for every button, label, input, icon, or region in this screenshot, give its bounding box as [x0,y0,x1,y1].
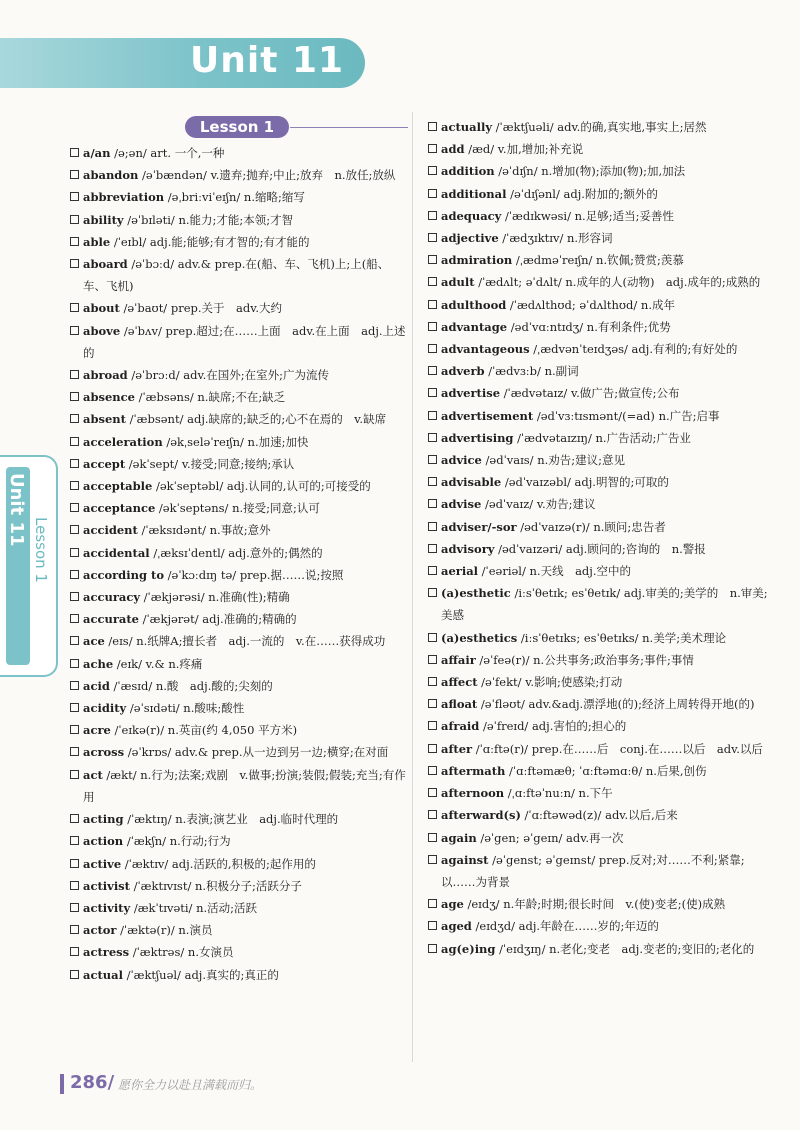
vocab-definition: /eɪdʒ/ n.年龄;时期;很长时间 v.(使)变老;(使)成熟 [463,897,726,912]
checkbox-icon[interactable] [428,566,437,575]
vocab-entry [70,853,406,875]
side-tab-unit [6,467,30,665]
vocab-entry [70,830,406,852]
vocab-word: adjective [441,231,499,246]
vocab-word: advise [441,497,482,512]
vocab-word: aged [441,919,472,934]
vocab-definition: /ədˈvɜːtɪsmənt/(=ad) n.广告;启事 [533,408,720,423]
vocab-word: accuracy [83,590,141,605]
vocab-entry [70,320,406,364]
vocab-definition: /ækt/ n.行为;法案;戏剧 v.做事;扮演;装假;假装;充当;有作用 [83,767,406,804]
vocab-entry [428,649,770,671]
vocab-word: advisory [441,541,495,556]
vocab-entry [70,297,406,319]
vocab-entry [428,938,770,960]
vocab-word: advantage [441,319,508,334]
vocab-definition: /eɪk/ v.& n.疼痛 [113,656,203,671]
vocab-definition: /ˈædʌlthʊd; əˈdʌlthʊd/ n.成年 [506,297,675,312]
vocab-definition: /ˈɑːftəmæθ; ˈɑːftəmɑːθ/ n.后果,创伤 [505,763,707,778]
vocab-definition: /əˈfreɪd/ adj.害怕的;担心的 [479,719,627,734]
vocab-entry [70,186,406,208]
vocab-definition: /əˈdɪʃənl/ adj.附加的;额外的 [506,186,658,201]
vocab-definition: /əˈdɪʃn/ n.增加(物);添加(物);加,加法 [494,164,686,179]
lesson-badge: Lesson 1 [185,116,289,138]
vocab-entry [70,697,406,719]
vocab-word: adverb [441,364,485,379]
vocab-entry [70,253,406,297]
vocab-entry [428,827,770,849]
checkbox-icon[interactable] [428,899,437,908]
vocab-definition: /əˈgen; əˈgeɪn/ adv.再一次 [476,830,624,845]
checkbox-icon[interactable] [70,259,79,268]
checkbox-icon[interactable] [70,881,79,890]
vocab-word: abandon [83,168,139,183]
vocab-entry [428,493,770,515]
vocab-entry [428,915,770,937]
vocab-entry [70,453,406,475]
vocab-definition: /ˈæktrəs/ n.女演员 [129,945,234,960]
vocab-definition: /ˈæktʃuəli/ adv.的确,真实地,事实上;居然 [492,120,707,134]
vocab-word: addition [441,164,495,179]
vocab-entry [428,738,770,760]
vocab-definition: /əˈbaʊt/ prep.关于 adv.大约 [119,301,283,316]
side-tab [0,455,58,677]
vocab-definition: /ˈæbsənt/ adj.缺席的;缺乏的;心不在焉的 v.缺席 [125,412,387,427]
vocab-definition: /əˈbʌv/ prep.超过;在……上面 adv.在上面 adj.上述的 [83,323,406,360]
checkbox-icon[interactable] [428,433,437,442]
vocab-definition: /əkˈsept/ v.接受;同意;接纳;承认 [125,456,295,471]
vocab-definition: /əˈfeə(r)/ n.公共事务;政治事务;事件;事情 [475,652,694,667]
checkbox-icon[interactable] [70,326,79,335]
vocab-definition: /ə;ən/ art. 一个,一种 [110,146,225,160]
checkbox-icon[interactable] [428,744,437,753]
vocab-entry [428,427,770,449]
checkbox-icon[interactable] [428,788,437,797]
vocab-word: act [83,767,103,782]
vocab-entry [70,519,406,541]
vocab-word: accidental [83,545,150,560]
vocab-entry [428,538,770,560]
vocab-entry [70,808,406,830]
vocab-definition: /ˈædvətaɪz/ v.做广告;做宣传;公布 [500,386,680,401]
vocab-word: afloat [441,697,478,712]
checkbox-icon[interactable] [428,721,437,730]
vocab-definition: /əˌbriːviˈeɪʃn/ n.缩略;缩写 [164,190,305,205]
vocab-definition: /ˈæktɪŋ/ n.表演;演艺业 adj.临时代理的 [123,812,339,827]
column-divider [412,112,413,1062]
vocab-word: after [441,741,473,756]
vocab-entry [70,653,406,675]
checkbox-icon[interactable] [428,122,437,131]
vocab-definition: /ˈeəriəl/ n.天线 adj.空中的 [478,564,632,579]
vocab-definition: /əkˈseptəns/ n.接受;同意;认可 [155,501,320,516]
vocab-word: aerial [441,564,479,579]
checkbox-icon[interactable] [70,570,79,579]
vocab-entry [428,405,770,427]
vocab-entry [70,719,406,741]
checkbox-icon[interactable] [70,814,79,823]
vocab-entry [428,449,770,471]
checkbox-icon[interactable] [70,614,79,623]
vocab-definition: /ədˈvaɪzə(r)/ n.顾问;忠告者 [516,519,666,534]
checkbox-icon[interactable] [428,344,437,353]
vocab-entry [428,294,770,316]
vocab-entry [70,142,406,164]
vocab-entry [428,382,770,404]
vocab-definition: /ˌædvənˈteɪdʒəs/ adj.有利的;有好处的 [529,342,738,357]
vocab-word: activity [83,900,131,915]
vocab-definition: /ədˈvɑːntɪdʒ/ n.有利条件;优势 [507,319,671,334]
lesson-rule [290,127,408,128]
vocab-entry [428,582,770,626]
vocab-word: absence [83,390,135,405]
checkbox-icon[interactable] [70,836,79,845]
vocab-word: acidity [83,701,127,716]
vocab-definition: /əˈkrɒs/ adv.& prep.从一边到另一边;横穿;在对面 [124,745,389,760]
checkbox-icon[interactable] [70,770,79,779]
checkbox-icon[interactable] [70,592,79,601]
vocab-word: advisable [441,475,502,490]
checkbox-icon[interactable] [70,170,79,179]
checkbox-icon[interactable] [428,366,437,375]
checkbox-icon[interactable] [70,392,79,401]
vocab-definition: /iːsˈθetɪks; esˈθetɪks/ n.美学;美术理论 [517,630,727,645]
vocab-word: aftermath [441,763,506,778]
vocab-definition: /əˈfekt/ v.影响;使感染;打动 [477,675,623,690]
checkbox-icon[interactable] [428,189,437,198]
checkbox-icon[interactable] [428,300,437,309]
vocab-definition: /ˈæktɪv/ adj.活跃的,积极的;起作用的 [121,856,316,871]
vocab-entry [70,586,406,608]
vocab-definition: /əˈbrɔːd/ adv.在国外;在室外;广为流传 [127,368,330,383]
vocab-definition: /ˈædvɜːb/ n.副词 [484,364,579,379]
vocab-word: ache [83,656,114,671]
vocab-entry [428,249,770,271]
vocab-definition: /əˈfləʊt/ adv.&adj.漂浮地(的);经济上周转得开地(的) [477,697,755,712]
footer-motto: 愿你全力以赴且满载而归。 [118,1078,263,1092]
vocab-entry [428,560,770,582]
vocab-entry [70,431,406,453]
footer-bar [60,1074,64,1094]
vocab-word: able [83,234,111,249]
vocab-entry [70,231,406,253]
checkbox-icon[interactable] [428,255,437,264]
unit-banner [0,38,365,88]
vocab-entry [70,564,406,586]
vocab-definition: /ˈædɪkwəsi/ n.足够;适当;妥善性 [501,208,674,223]
vocab-word: adulthood [441,297,507,312]
vocab-word: acceptance [83,501,156,516]
vocab-definition: /ˈæktə(r)/ n.演员 [116,923,213,938]
vocab-definition: /ˈædʒɪktɪv/ n.形容词 [498,231,613,246]
vocab-definition: /ˈækjərəsi/ n.准确(性);精确 [140,590,290,605]
vocab-definition: /ˈædvətaɪzɪŋ/ n.广告活动;广告业 [513,430,691,445]
checkbox-icon[interactable] [70,947,79,956]
unit-title: Unit 11 [190,40,345,81]
checkbox-icon[interactable] [428,411,437,420]
checkbox-icon[interactable] [428,921,437,930]
checkbox-icon[interactable] [70,459,79,468]
checkbox-icon[interactable] [70,237,79,246]
vocab-definition: /ækˈtɪvəti/ n.活动;活跃 [130,900,258,915]
vocab-entry [428,338,770,360]
vocab-word: admiration [441,253,513,268]
vocab-entry [70,408,406,430]
checkbox-icon[interactable] [428,277,437,286]
vocab-word: according to [83,567,164,582]
vocab-word: abroad [83,368,128,383]
vocab-entry [428,671,770,693]
checkbox-icon[interactable] [70,859,79,868]
vocab-word: accurate [83,612,139,627]
vocab-word: acting [83,812,124,827]
vocab-word: adviser/-sor [441,519,517,534]
checkbox-icon[interactable] [70,681,79,690]
vocab-entry [70,608,406,630]
checkbox-icon[interactable] [70,548,79,557]
vocab-definition: /ədˈvaɪs/ n.劝告;建议;意见 [481,453,626,468]
vocab-entry [70,941,406,963]
vocab-word: acceleration [83,434,163,449]
checkbox-icon[interactable] [428,655,437,664]
checkbox-icon[interactable] [428,144,437,153]
vocab-definition: /əˈbɔːd/ adv.& prep.在(船、车、飞机)上;上(船、车、飞机) [83,257,390,294]
vocab-entry [70,164,406,186]
vocab-entry [428,471,770,493]
side-tab-lesson-label: Lesson 1 [32,517,50,583]
vocab-word: a/an [83,146,111,160]
vocab-definition: /eɪdʒd/ adj.年龄在……岁的;年迈的 [471,919,659,934]
vocab-entry [428,316,770,338]
vocab-word: ace [83,634,105,649]
checkbox-icon[interactable] [428,833,437,842]
checkbox-icon[interactable] [70,414,79,423]
vocab-entry [428,116,770,138]
vocab-entry [428,227,770,249]
vocab-definition: /ˈæktʃuəl/ adj.真实的;真正的 [122,967,279,982]
vocab-entry [70,741,406,763]
checkbox-icon[interactable] [428,455,437,464]
vocab-word: actual [83,967,123,982]
checkbox-icon[interactable] [70,525,79,534]
vocab-definition: /ˌɑːftəˈnuːn/ n.下午 [504,786,613,801]
vocab-word: adult [441,275,475,290]
checkbox-icon[interactable] [70,747,79,756]
vocab-word: additional [441,186,507,201]
vocab-word: action [83,834,124,849]
vocab-entry [428,516,770,538]
vocab-word: actually [441,120,492,134]
vocab-entry [70,675,406,697]
vocab-definition: /ˈækjərət/ adj.准确的;精确的 [138,612,297,627]
vocab-entry [428,627,770,649]
checkbox-icon[interactable] [70,148,79,157]
vocab-definition: /ˈæsɪd/ n.酸 adj.酸的;尖刻的 [109,678,273,693]
vocab-definition: /ˈeɪkə(r)/ n.英亩(约 4,050 平方米) [110,723,298,738]
vocab-definition: /ˌædməˈreɪʃn/ n.钦佩;赞赏;羡慕 [512,253,684,268]
vocab-entry [70,764,406,808]
vocab-entry [428,360,770,382]
vocab-entry [70,630,406,652]
right-column [428,116,770,960]
vocab-definition: /əˈgenst; əˈgeɪnst/ prep.反对;对……不利;紧靠;以……为背景 [441,852,745,889]
vocab-definition: /ədˈvaɪz/ v.劝告;建议 [481,497,596,512]
vocab-definition: /ˈeɪdʒɪŋ/ n.老化;变老 adj.变老的;变旧的;老化的 [495,941,755,956]
checkbox-icon[interactable] [428,233,437,242]
vocab-word: accident [83,523,138,538]
vocab-entry [70,386,406,408]
checkbox-icon[interactable] [428,388,437,397]
vocab-definition: /əˈbɪləti/ n.能力;才能;本领;才智 [123,212,294,227]
checkbox-icon[interactable] [70,370,79,379]
vocab-entry [70,919,406,941]
checkbox-icon[interactable] [428,477,437,486]
checkbox-icon[interactable] [428,677,437,686]
vocab-word: affect [441,675,478,690]
vocab-entry [428,271,770,293]
vocab-entry [428,183,770,205]
vocab-entry [70,364,406,386]
vocab-definition: /ˈædʌlt; əˈdʌlt/ n.成年的人(动物) adj.成年的;成熟的 [474,275,761,290]
vocab-definition: /əˈsɪdəti/ n.酸味;酸性 [126,701,245,716]
checkbox-icon[interactable] [428,544,437,553]
vocab-word: advice [441,453,482,468]
vocab-entry [70,897,406,919]
vocab-word: ability [83,212,124,227]
vocab-word: advertising [441,430,514,445]
vocab-word: age [441,897,464,912]
vocab-word: add [441,142,465,157]
vocab-word: adequacy [441,208,502,223]
checkbox-icon[interactable] [428,810,437,819]
checkbox-icon[interactable] [70,437,79,446]
checkbox-icon[interactable] [70,703,79,712]
vocab-entry [428,760,770,782]
vocab-word: ag(e)ing [441,941,496,956]
vocab-definition: /ˈæktɪvɪst/ n.积极分子;活跃分子 [129,878,302,893]
vocab-entry [428,782,770,804]
vocab-entry [428,160,770,182]
checkbox-icon[interactable] [428,166,437,175]
left-column [70,142,406,986]
vocab-word: acre [83,723,111,738]
vocab-definition: /ˈæbsəns/ n.缺席;不在;缺乏 [134,390,286,405]
vocab-definition: /ˌæksɪˈdentl/ adj.意外的;偶然的 [149,545,323,560]
page-number: 286/ [70,1072,115,1093]
vocab-definition: /ədˈvaɪzəri/ adj.顾问的;咨询的 n.警报 [494,541,706,556]
vocab-word: accept [83,456,126,471]
vocab-entry [428,849,770,893]
vocab-definition: /ˈɑːftə(r)/ prep.在……后 conj.在……以后 adv.以后 [472,741,763,756]
vocab-word: advertise [441,386,501,401]
checkbox-icon[interactable] [70,925,79,934]
vocab-word: advertisement [441,408,534,423]
vocab-entry [428,205,770,227]
vocab-entry [428,693,770,715]
checkbox-icon[interactable] [70,659,79,668]
checkbox-icon[interactable] [70,903,79,912]
vocab-word: advantageous [441,342,530,357]
checkbox-icon[interactable] [428,322,437,331]
vocab-definition: /ˈeɪbl/ adj.能;能够;有才智的;有才能的 [110,234,310,249]
checkbox-icon[interactable] [70,636,79,645]
checkbox-icon[interactable] [428,944,437,953]
vocab-definition: /ˈæksɪdənt/ n.事故;意外 [137,523,271,538]
vocab-entry [70,964,406,986]
vocab-definition: /əˈkɔːdɪŋ tə/ prep.据……说;按照 [163,567,344,582]
vocab-word: about [83,301,120,316]
vocab-entry [70,497,406,519]
vocab-word: actress [83,945,130,960]
vocab-definition: /əˈbændən/ v.遗弃;抛弃;中止;放弃 n.放任;放纵 [138,168,396,183]
vocab-word: actor [83,923,117,938]
checkbox-icon[interactable] [70,503,79,512]
checkbox-icon[interactable] [428,522,437,531]
vocab-word: across [83,745,125,760]
vocab-word: activist [83,878,130,893]
checkbox-icon[interactable] [70,303,79,312]
vocab-word: (a)esthetics [441,630,518,645]
vocab-word: afternoon [441,786,505,801]
vocab-word: (a)esthetic [441,586,511,601]
vocab-word: aboard [83,257,128,272]
vocab-definition: /iːsˈθetɪk; esˈθetɪk/ adj.审美的;美学的 n.审美;美感 [441,586,768,623]
checkbox-icon[interactable] [428,633,437,642]
checkbox-icon[interactable] [428,855,437,864]
vocab-word: absent [83,412,126,427]
vocab-word: abbreviation [83,190,165,205]
checkbox-icon[interactable] [428,211,437,220]
checkbox-icon[interactable] [70,970,79,979]
vocab-entry [428,715,770,737]
vocab-definition: /æd/ v.加,增加;补充说 [464,142,584,157]
vocab-entry [428,893,770,915]
vocab-word: affair [441,652,476,667]
checkbox-icon[interactable] [428,588,437,597]
checkbox-icon[interactable] [70,725,79,734]
checkbox-icon[interactable] [428,699,437,708]
vocab-word: again [441,830,477,845]
vocab-entry [428,138,770,160]
checkbox-icon[interactable] [70,192,79,201]
checkbox-icon[interactable] [428,766,437,775]
vocab-word: acceptable [83,479,153,494]
checkbox-icon[interactable] [70,215,79,224]
vocab-entry [70,209,406,231]
vocab-definition: /ˈɑːftəwəd(z)/ adv.以后,后来 [520,808,678,823]
vocab-definition: /əkˈseptəbl/ adj.认同的,认可的;可接受的 [152,479,371,494]
vocab-entry [428,804,770,826]
checkbox-icon[interactable] [70,481,79,490]
vocab-word: acid [83,678,110,693]
vocab-definition: /əkˌseləˈreɪʃn/ n.加速;加快 [162,434,309,449]
vocab-definition: /eɪs/ n.纸牌A;擅长者 adj.一流的 v.在……获得成功 [104,634,386,649]
vocab-entry [70,475,406,497]
checkbox-icon[interactable] [428,499,437,508]
side-tab-unit-label: Unit 11 [6,473,27,547]
vocab-word: against [441,852,489,867]
vocab-definition: /ˈækʃn/ n.行动;行为 [123,834,231,849]
vocab-definition: /ədˈvaɪzəbl/ adj.明智的;可取的 [501,475,669,490]
vocab-word: active [83,856,122,871]
vocab-entry [70,542,406,564]
vocab-word: above [83,323,121,338]
vocab-entry [70,875,406,897]
vocab-word: afraid [441,719,480,734]
vocab-word: afterward(s) [441,808,521,823]
